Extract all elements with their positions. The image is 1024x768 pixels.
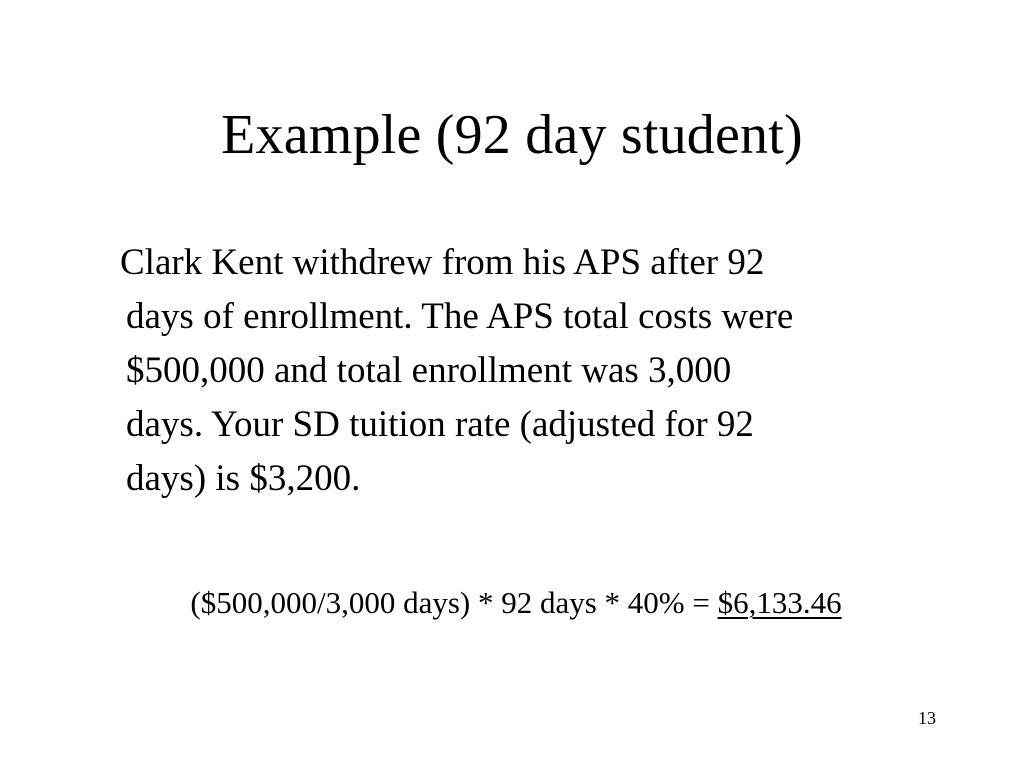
body-line: days) is $3,200.	[126, 458, 361, 499]
body-line: days of enrollment. The APS total costs were	[126, 296, 794, 337]
page-number: 13	[918, 708, 936, 728]
calculation-formula	[0, 583, 1024, 623]
slide-title: Example (92 day student)	[221, 104, 803, 166]
body-line: days. Your SD tuition rate (adjusted for 92	[126, 404, 754, 445]
body-paragraph	[120, 236, 956, 506]
body-line: Clark Kent withdrew from his APS after 92	[120, 242, 765, 283]
body-line: $500,000 and total enrollment was 3,000	[126, 350, 732, 391]
formula-result: $6,133.46	[717, 585, 842, 620]
formula-expression: ($500,000/3,000 days) * 92 days * 40% =	[190, 585, 718, 620]
